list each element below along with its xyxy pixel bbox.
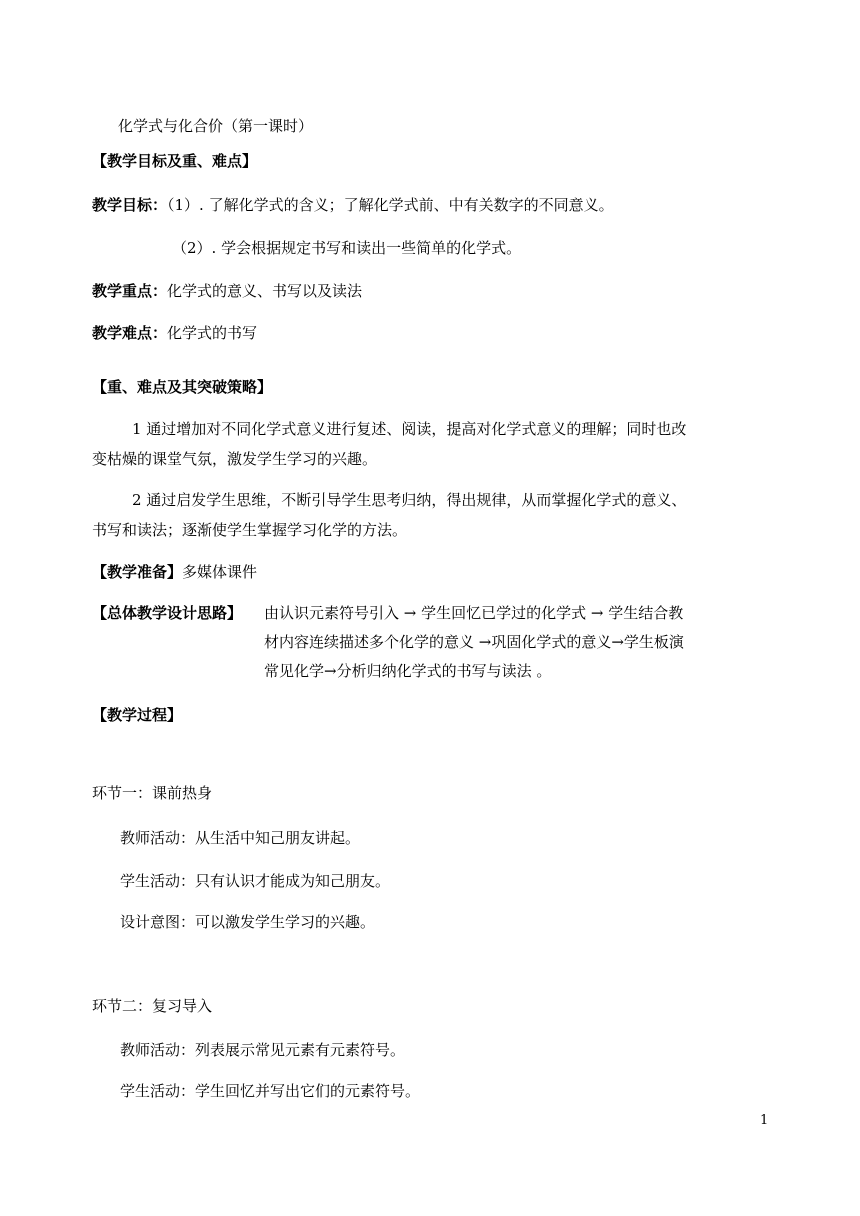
preparation-text: 多媒体课件 — [182, 563, 258, 581]
objectives-label: 教学目标： — [92, 196, 168, 214]
step-2-teacher: 教师活动：列表展示常见元素有元素符号。 — [120, 1041, 406, 1059]
page-number: 1 — [760, 1113, 769, 1128]
design-line-3: 常见化学→分析归纳化学式的书写与读法 。 — [264, 662, 552, 680]
step-1-teacher: 教师活动：从生活中知己朋友讲起。 — [120, 829, 361, 847]
step-1-title: 环节一：课前热身 — [92, 784, 213, 802]
key-points-label: 教学重点： — [92, 282, 168, 300]
step-1-intent: 设计意图：可以激发学生学习的兴趣。 — [120, 913, 376, 931]
strategy-header: 【重、难点及其突破策略】 — [92, 378, 273, 396]
design-line-2: 材内容连续描述多个化学的意义 →巩固化学式的意义→学生板演 — [264, 633, 684, 651]
document-title: 化学式与化合价（第一课时） — [118, 117, 314, 135]
objectives-header: 【教学目标及重、难点】 — [92, 152, 258, 170]
strategy-1-line-1: 1 通过增加对不同化学式意义进行复述、阅读，提高对化学式意义的理解；同时也改 — [132, 420, 687, 438]
difficult-points-line — [92, 323, 257, 343]
step-2-student: 学生活动：学生回忆并写出它们的元素符号。 — [120, 1082, 421, 1100]
objective-line-2: （2）. 学会根据规定书写和读出一些简单的化学式。 — [172, 239, 522, 257]
key-points-text: 化学式的意义、书写以及读法 — [167, 282, 363, 300]
strategy-2-line-1: 2 通过启发学生思维，不断引导学生思考归纳，得出规律，从而掌握化学式的意义、 — [132, 491, 687, 509]
step-1-student: 学生活动：只有认识才能成为知己朋友。 — [120, 872, 391, 890]
key-points-line — [92, 281, 362, 301]
preparation-line — [92, 562, 257, 582]
process-header: 【教学过程】 — [92, 706, 183, 724]
difficult-points-label: 教学难点： — [92, 324, 168, 342]
objective-1-text: （1）. 了解化学式的含义；了解化学式前、中有关数字的不同意义。 — [167, 196, 614, 214]
step-2-title: 环节二：复习导入 — [92, 997, 213, 1015]
strategy-2-line-2: 书写和读法；逐渐使学生掌握学习化学的方法。 — [92, 521, 408, 539]
design-line-1: 由认识元素符号引入 → 学生回忆已学过的化学式 → 学生结合教 — [264, 604, 684, 622]
design-label: 【总体教学设计思路】 — [92, 604, 243, 622]
preparation-label: 【教学准备】 — [92, 563, 183, 581]
difficult-points-text: 化学式的书写 — [167, 324, 258, 342]
objective-line-1 — [92, 195, 614, 215]
strategy-1-line-2: 变枯燥的课堂气氛，激发学生学习的兴趣。 — [92, 450, 378, 468]
